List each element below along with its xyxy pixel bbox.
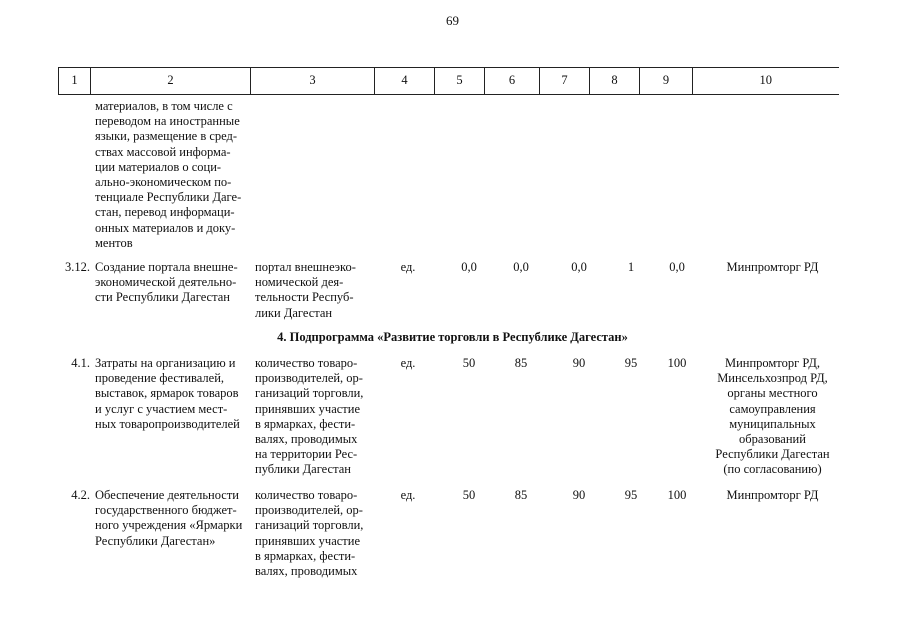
value-col-7: 90	[572, 356, 586, 370]
measure-name	[95, 260, 248, 306]
text-line: ганизаций торговли,	[255, 518, 364, 533]
text-line: публики Дагестан	[255, 462, 351, 477]
header-col-3: 3	[251, 68, 375, 95]
header-col-10: 10	[693, 68, 839, 95]
value-col-6: 85	[514, 488, 528, 502]
text-line: ции материалов о соци-	[95, 159, 222, 174]
text-line: лики Дагестан	[255, 305, 333, 320]
text-line: количество товаро-	[255, 488, 358, 502]
value-col-9: 100	[667, 488, 687, 502]
indicator-name	[255, 260, 372, 321]
header-col-7: 7	[540, 68, 590, 95]
text-line: Обеспечение деятельности	[95, 488, 240, 502]
value-col-8: 1	[627, 260, 635, 274]
value-col-6: 85	[514, 356, 528, 370]
value-col-8: 95	[624, 488, 638, 502]
text-line: образований	[739, 432, 806, 447]
text-line: портал внешнеэко-	[255, 260, 356, 274]
text-line: самоуправления	[729, 401, 816, 416]
text-line: выставок, ярмарок товаров	[95, 386, 239, 401]
responsible	[700, 260, 845, 275]
text-line: тельности Респуб-	[255, 290, 354, 305]
header-col-4: 4	[375, 68, 435, 95]
text-line: валях, проводимых	[255, 564, 358, 579]
table-header	[58, 67, 839, 95]
text-line: ганизаций торговли,	[255, 386, 364, 401]
text-line: ного учреждения «Ярмарки	[95, 518, 243, 533]
text-line: Минпромторг РД	[726, 488, 819, 502]
text-line: ально-экономическом по-	[95, 175, 232, 190]
value-col-7: 0,0	[571, 260, 587, 274]
text-line: государственного бюджет-	[95, 503, 237, 518]
text-line: в ярмарках, фести-	[255, 548, 356, 563]
value-col-5: 50	[462, 488, 476, 502]
text-line: органы местного	[727, 386, 818, 401]
text-line: принявших участие	[255, 533, 360, 548]
text-line: Республики Дагестан»	[95, 533, 216, 548]
header-col-8: 8	[590, 68, 640, 95]
unit: ед.	[400, 260, 416, 274]
indicator-name	[255, 488, 372, 579]
text-line: муниципальных	[729, 416, 816, 431]
text-line: Минсельхозпрод РД,	[717, 371, 828, 386]
value-col-9: 100	[667, 356, 687, 370]
row-number: 3.12.	[65, 260, 90, 274]
unit: ед.	[400, 488, 416, 502]
text-line: стан, перевод информаци-	[95, 205, 235, 220]
text-line: производителей, ор-	[255, 371, 363, 386]
text-line: в ярмарках, фести-	[255, 416, 356, 431]
header-col-5: 5	[435, 68, 485, 95]
unit: ед.	[400, 356, 416, 370]
header-col-1: 1	[59, 68, 91, 95]
value-col-5: 0,0	[461, 260, 477, 274]
text-line: языки, размещение в сред-	[95, 129, 238, 144]
continuation-name	[95, 99, 248, 251]
responsible	[700, 356, 845, 478]
row-number: 4.2.	[71, 488, 90, 502]
text-line: Создание портала внешне-	[95, 260, 238, 274]
text-line: и услуг с участием мест-	[95, 401, 228, 416]
header-col-9: 9	[640, 68, 693, 95]
indicator-name	[255, 356, 372, 478]
text-line: принявших участие	[255, 401, 360, 416]
responsible	[700, 488, 845, 503]
text-line: экономической деятельно-	[95, 275, 237, 290]
value-col-6: 0,0	[513, 260, 529, 274]
text-line: производителей, ор-	[255, 503, 363, 518]
text-line: ствах массовой информа-	[95, 144, 231, 159]
text-line: Республики Дагестан	[715, 447, 830, 462]
text-line: на территории Рес-	[255, 447, 358, 462]
value-col-8: 95	[624, 356, 638, 370]
text-line: валях, проводимых	[255, 432, 358, 447]
row-number: 4.1.	[71, 356, 90, 370]
text-line: переводом на иностранные	[95, 114, 240, 129]
text-line: Затраты на организацию и	[95, 356, 236, 370]
text-line: онных материалов и доку-	[95, 220, 236, 235]
value-col-9: 0,0	[669, 260, 685, 274]
text-line: тенциале Республики Даге-	[95, 190, 242, 205]
measure-name	[95, 488, 248, 549]
text-line: материалов, в том числе с	[95, 99, 233, 113]
value-col-5: 50	[462, 356, 476, 370]
text-line: ных товаропроизводителей	[95, 416, 240, 431]
header-col-6: 6	[485, 68, 540, 95]
text-line: Минпромторг РД,	[724, 356, 821, 370]
subprogram-title: 4. Подпрограмма «Развитие торговли в Республике Дагестан»	[277, 330, 628, 344]
measure-name	[95, 356, 248, 432]
text-line: (по согласованию)	[723, 462, 822, 477]
text-line: номической дея-	[255, 275, 344, 290]
text-line: количество товаро-	[255, 356, 358, 370]
text-line: проведение фестивалей,	[95, 371, 225, 386]
text-line: сти Республики Дагестан	[95, 290, 230, 305]
text-line: Минпромторг РД	[726, 260, 819, 274]
text-line: ментов	[95, 235, 133, 250]
value-col-7: 90	[572, 488, 586, 502]
header-col-2: 2	[91, 68, 251, 95]
page-number: 69	[446, 13, 459, 28]
